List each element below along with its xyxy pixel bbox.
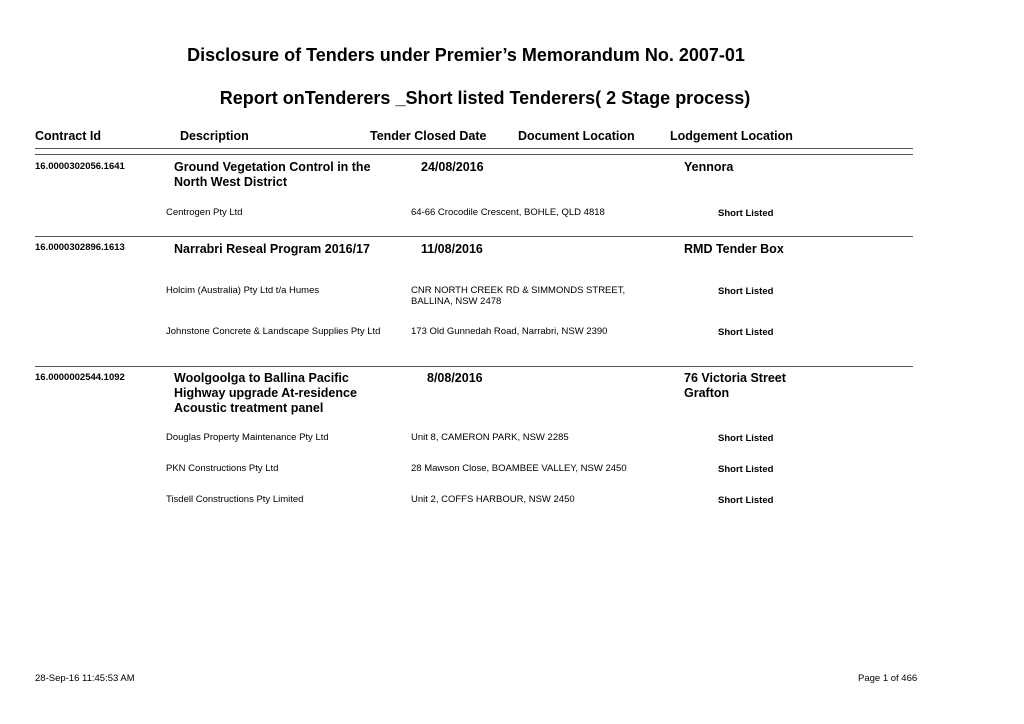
tenderer-name: Holcim (Australia) Pty Ltd t/a Humes (166, 285, 320, 296)
contract-id: 16.0000302896.1613 (35, 242, 125, 253)
tenderer-status: Short Listed (718, 464, 774, 475)
page-number: Page 1 of 466 (858, 673, 918, 684)
header-rule-bottom (35, 154, 913, 155)
column-header-document-location: Document Location (518, 129, 635, 143)
tenderer-status: Short Listed (718, 327, 774, 338)
tenderer-status: Short Listed (718, 208, 774, 219)
header-rule-top (35, 148, 913, 149)
tender-closed-date: 24/08/2016 (421, 160, 484, 174)
column-header-description: Description (180, 129, 249, 143)
tenderer-address: 173 Old Gunnedah Road, Narrabri, NSW 2390 (411, 326, 608, 337)
tenderer-address: Unit 2, COFFS HARBOUR, NSW 2450 (411, 494, 575, 505)
contract-id: 16.0000302056.1641 (35, 161, 125, 172)
tenderer-status: Short Listed (718, 433, 774, 444)
report-title: Disclosure of Tenders under Premier’s Memorandum No. 2007-01 (187, 45, 745, 65)
column-header-contract-id: Contract Id (35, 129, 101, 143)
tenderer-name: Douglas Property Maintenance Pty Ltd (166, 432, 329, 443)
tenderer-address: 64-66 Crocodile Crescent, BOHLE, QLD 4818 (411, 207, 605, 218)
tenderer-address: CNR NORTH CREEK RD & SIMMONDS STREET, BALLINA, NSW 2478 (411, 285, 626, 307)
print-timestamp: 28-Sep-16 11:45:53 AM (35, 673, 135, 684)
tenderer-address: 28 Mawson Close, BOAMBEE VALLEY, NSW 2450 (411, 463, 627, 474)
contract-divider (35, 366, 913, 367)
contract-divider (35, 236, 913, 237)
tenderer-status: Short Listed (718, 286, 774, 297)
tenderer-address: Unit 8, CAMERON PARK, NSW 2285 (411, 432, 569, 443)
tender-closed-date: 8/08/2016 (427, 371, 483, 385)
column-header-tender-closed-date: Tender Closed Date (370, 129, 487, 143)
tenderer-name: Johnstone Concrete & Landscape Supplies Pty Ltd (166, 326, 381, 337)
contract-id: 16.0000002544.1092 (35, 372, 125, 383)
tenderer-name: PKN Constructions Pty Ltd (166, 463, 279, 474)
contract-description: Ground Vegetation Control in the North West District (174, 160, 371, 189)
lodgement-location: 76 Victoria Street Grafton (684, 371, 786, 400)
tenderer-status: Short Listed (718, 495, 774, 506)
lodgement-location: RMD Tender Box (684, 242, 784, 256)
report-subtitle: Report onTenderers _Short listed Tenderers( 2 Stage process) (219, 88, 751, 108)
tender-closed-date: 11/08/2016 (421, 242, 483, 256)
contract-description: Narrabri Reseal Program 2016/17 (174, 242, 370, 256)
column-header-lodgement-location: Lodgement Location (670, 129, 793, 143)
lodgement-location: Yennora (684, 160, 734, 174)
contract-description: Woolgoolga to Ballina Pacific Highway upgrade At-residence Acoustic treatment panel (174, 371, 357, 415)
tenderer-name: Centrogen Pty Ltd (166, 207, 243, 218)
tenderer-name: Tisdell Constructions Pty Limited (166, 494, 304, 505)
